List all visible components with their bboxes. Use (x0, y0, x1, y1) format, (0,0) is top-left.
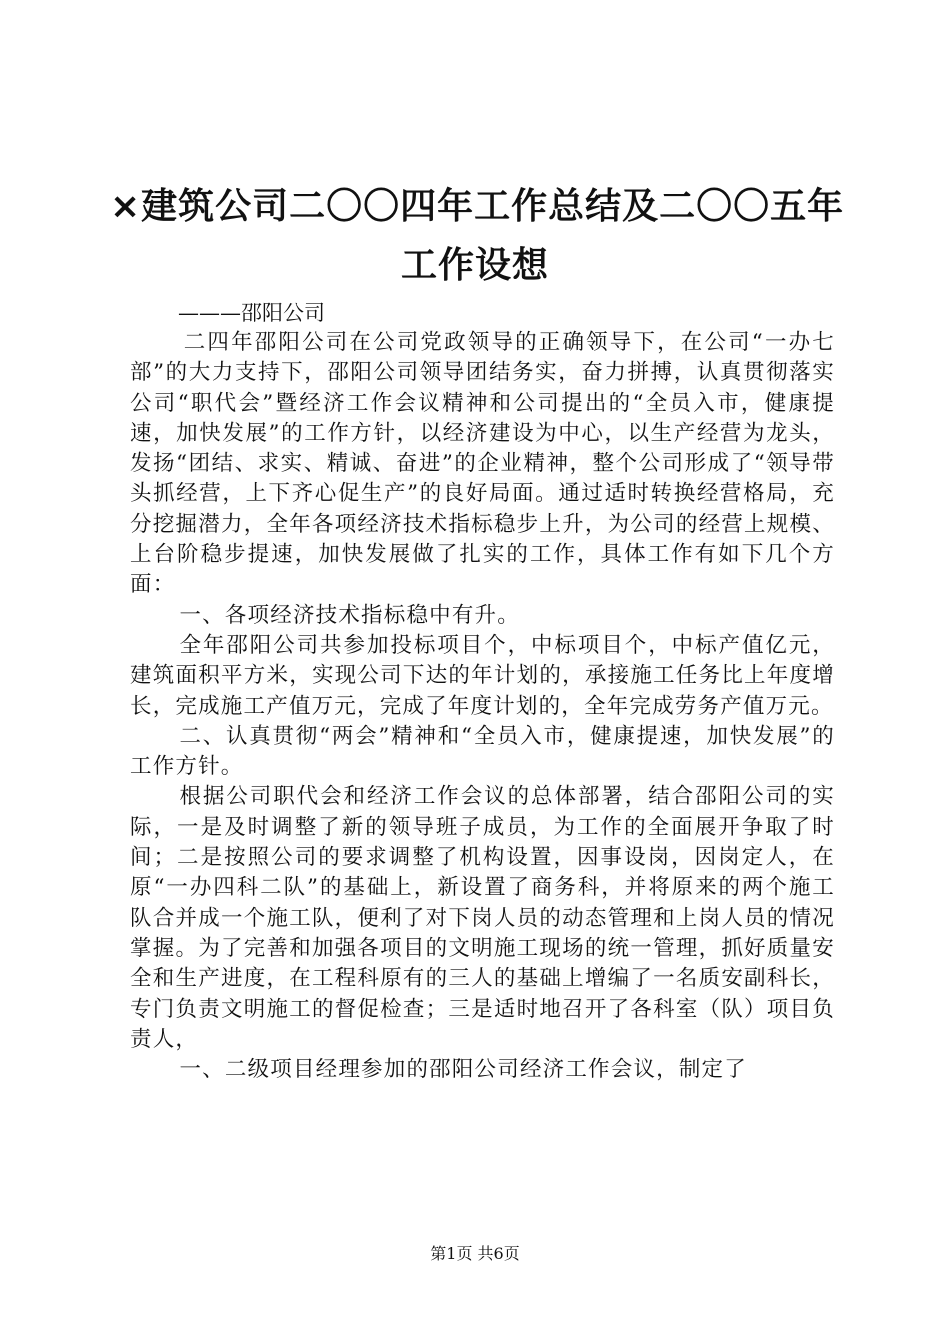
document-body (130, 328, 835, 1085)
document-author: ———邵阳公司 (178, 301, 325, 325)
paragraph-indicators: 全年邵阳公司共参加投标项目个，中标项目个，中标产值亿元，建筑面积平方米，实现公司下达的年计划的，承接施工任务比上年度增长，完成施工产值万元，完成了年度计划的，全年完成劳务产值万元。 (130, 632, 835, 719)
paragraph-measures: 根据公司职代会和经济工作会议的总体部署，结合邵阳公司的实际，一是及时调整了新的领导班子成员，为工作的全面展开争取了时间；二是按照公司的要求调整了机构设置，因事设岗，因岗定人，在原“一办四科二队”的基础上，新设置了商务科，并将原来的两个施工队合并成一个施工队，便利了对下岗人员的动态管理和上岗人员的情况掌握。为了完善和加强各项目的文明施工现场的统一管理，抓好质量安全和生产进度，在工程科原有的三人的基础上增编了一名质安副科长，专门负责文明施工的督促检查；三是适时地召开了各科室（队）项目负责人， (130, 784, 835, 1052)
paragraph-continuation: 一、二级项目经理参加的邵阳公司经济工作会议，制定了 (179, 1057, 747, 1083)
section-heading-1: 一、各项经济技术指标稳中有升。 (179, 602, 520, 628)
paragraph-intro: 二四年邵阳公司在公司党政领导的正确领导下，在公司“一办七部”的大力支持下，邵阳公司领导团结务实，奋力拼搏，认真贯彻落实公司“职代会”暨经济工作会议精神和公司提出的“全员入市，健康提速，加快发展”的工作方针，以经济建设为中心，以生产经营为龙头，发扬“团结、求实、精诚、奋进”的企业精神，整个公司形成了“领导带头抓经营，上下齐心促生产”的良好局面。通过适时转换经营格局，充分挖掘潜力，全年各项经济技术指标稳步上升，为公司的经营上规模、上台阶稳步提速，加快发展做了扎实的工作，具体工作有如下几个方面： (130, 330, 835, 598)
page-footer: 第1页 共6页 (430, 1244, 520, 1263)
document-title-line-2: 工作设想 (400, 245, 549, 286)
document-title-line-1: ×建筑公司二〇〇四年工作总结及二〇〇五年 (110, 186, 845, 227)
section-heading-2: 二、认真贯彻“两会”精神和“全员入市，健康提速，加快发展”的工作方针。 (130, 723, 835, 780)
